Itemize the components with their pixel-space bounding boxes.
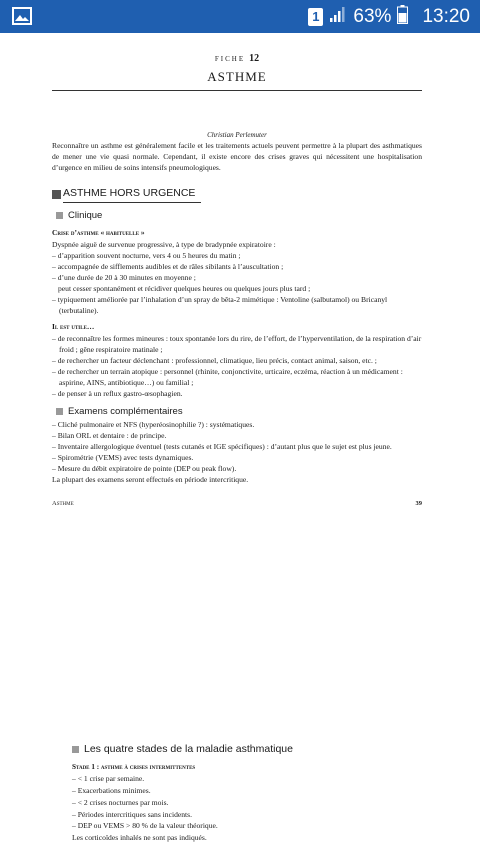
crise-heading: Crise d’asthme « habituelle » [52,228,145,238]
examens-line: – Inventaire allergologique éventuel (tests cutanés et IGE spécifiques) : d’autant plus que le sujet est plus jeune. [52,441,392,451]
page-number: 39 [415,499,422,507]
util-line: – de penser à un reflux gastro-œsophagien. [52,388,183,398]
fiche-label: FICHE 12 [214,53,260,64]
examens-line: – Mesure du débit expiratoire de pointe (DEP ou peak flow). [52,463,237,473]
sim-icon: 1 [308,8,323,26]
footer-title: Asthme [52,499,74,507]
clinique-line: – typiquement améliorée par l’inhalation d’un spray de bêta-2 mimétique : Ventoline (salbutamol) ou Bricanyl (terbutaline). [52,295,388,316]
examens-line: – Cliché pulmonaire et NFS (hyperéosinophilie ?) : systématiques. [52,419,255,429]
examens-line: – Bilan ORL et dentaire : de principe. [52,430,167,440]
intro-paragraph: Reconnaître un asthme est généralement facile et les traitements actuels peuvent permettre à la plupart des asthmatiques de mener une vie quasi normale. Cependant, il existe encore des crises graves qui nécessitent une hospitalisation d’urgence en milieu de soins intensifs pneumologiques. [52,141,422,173]
gallery-icon [12,7,32,30]
document-page [52,33,422,508]
clinique-line: – d’une durée de 20 à 30 minutes en moyenne ; [52,273,196,283]
fiche-number: 12 [249,53,260,64]
util-heading: Il est utile… [52,322,95,332]
stade-line: – Périodes intercritiques sans incidents. [72,809,192,819]
subsection-square-icon [72,746,79,753]
battery-icon [397,5,408,30]
examens-line: La plupart des examens seront effectués en période intercritique. [52,474,249,484]
stade-line: – < 1 crise par semaine. [72,774,145,784]
section-heading: ASTHME HORS URGENCE [52,186,422,202]
page-title: ASTHME [207,68,267,84]
stade-line: – DEP ou VEMS > 80 % de la valeur théorique. [72,821,218,831]
clinique-line: – accompagnée de sifflements audibles et de râles sibilants à l’auscultation ; [52,262,284,272]
clinique-heading: Clinique [56,209,422,223]
stade-line: – < 2 crises nocturnes par mois. [72,797,169,807]
status-bar [0,0,480,33]
clinique-line: – d’apparition souvent nocturne, vers 4 ou 5 heures du matin ; [52,251,241,261]
page-footer [52,499,422,508]
section-square-icon [52,190,61,199]
stade-line: Les corticoïdes inhalés ne sont pas indiqués. [72,833,207,843]
stade-heading: Stade 1 : asthme à crises intermittentes [72,763,196,772]
author: Christian Perlemuter [207,131,267,140]
examens-heading: Examens complémentaires [56,405,422,419]
util-line: – de rechercher un terrain atopique : personnel (rhinite, conjonctivite, urticaire, eczéma, réaction à un médicament : aspirine, AINS, antibiotique…) ou familial ; [52,366,403,387]
subsection-square-icon [56,408,63,415]
next-page [72,735,432,844]
util-line: – de rechercher un facteur déclenchant : professionnel, climatique, lieu précis, contact animal, saison, etc. ; [52,355,377,365]
signal-icon [329,5,347,29]
clinique-line: Dyspnée aiguë de survenue progressive, à type de bradypnée expiratoire : [52,240,276,250]
stade-line: – Exacerbations minimes. [72,786,151,796]
util-line: – de reconnaître les formes mineures : toux spontanée lors du rire, de l’effort, de l’hyperventilation, de la respiration d’air froid ; gêne respiratoire matinale ; [52,333,422,354]
title-divider [52,90,422,91]
clinique-line: peut cesser spontanément et récidiver quelques heures ou quelques jours plus tard ; [58,284,311,294]
examens-line: – Spirométrie (VEMS) avec tests dynamiques. [52,452,194,462]
clock: 13:20 [422,6,470,27]
stades-heading: Les quatre stades de la maladie asthmatique [72,741,432,757]
battery-percent: 63% [353,6,392,27]
subsection-square-icon [56,212,63,219]
